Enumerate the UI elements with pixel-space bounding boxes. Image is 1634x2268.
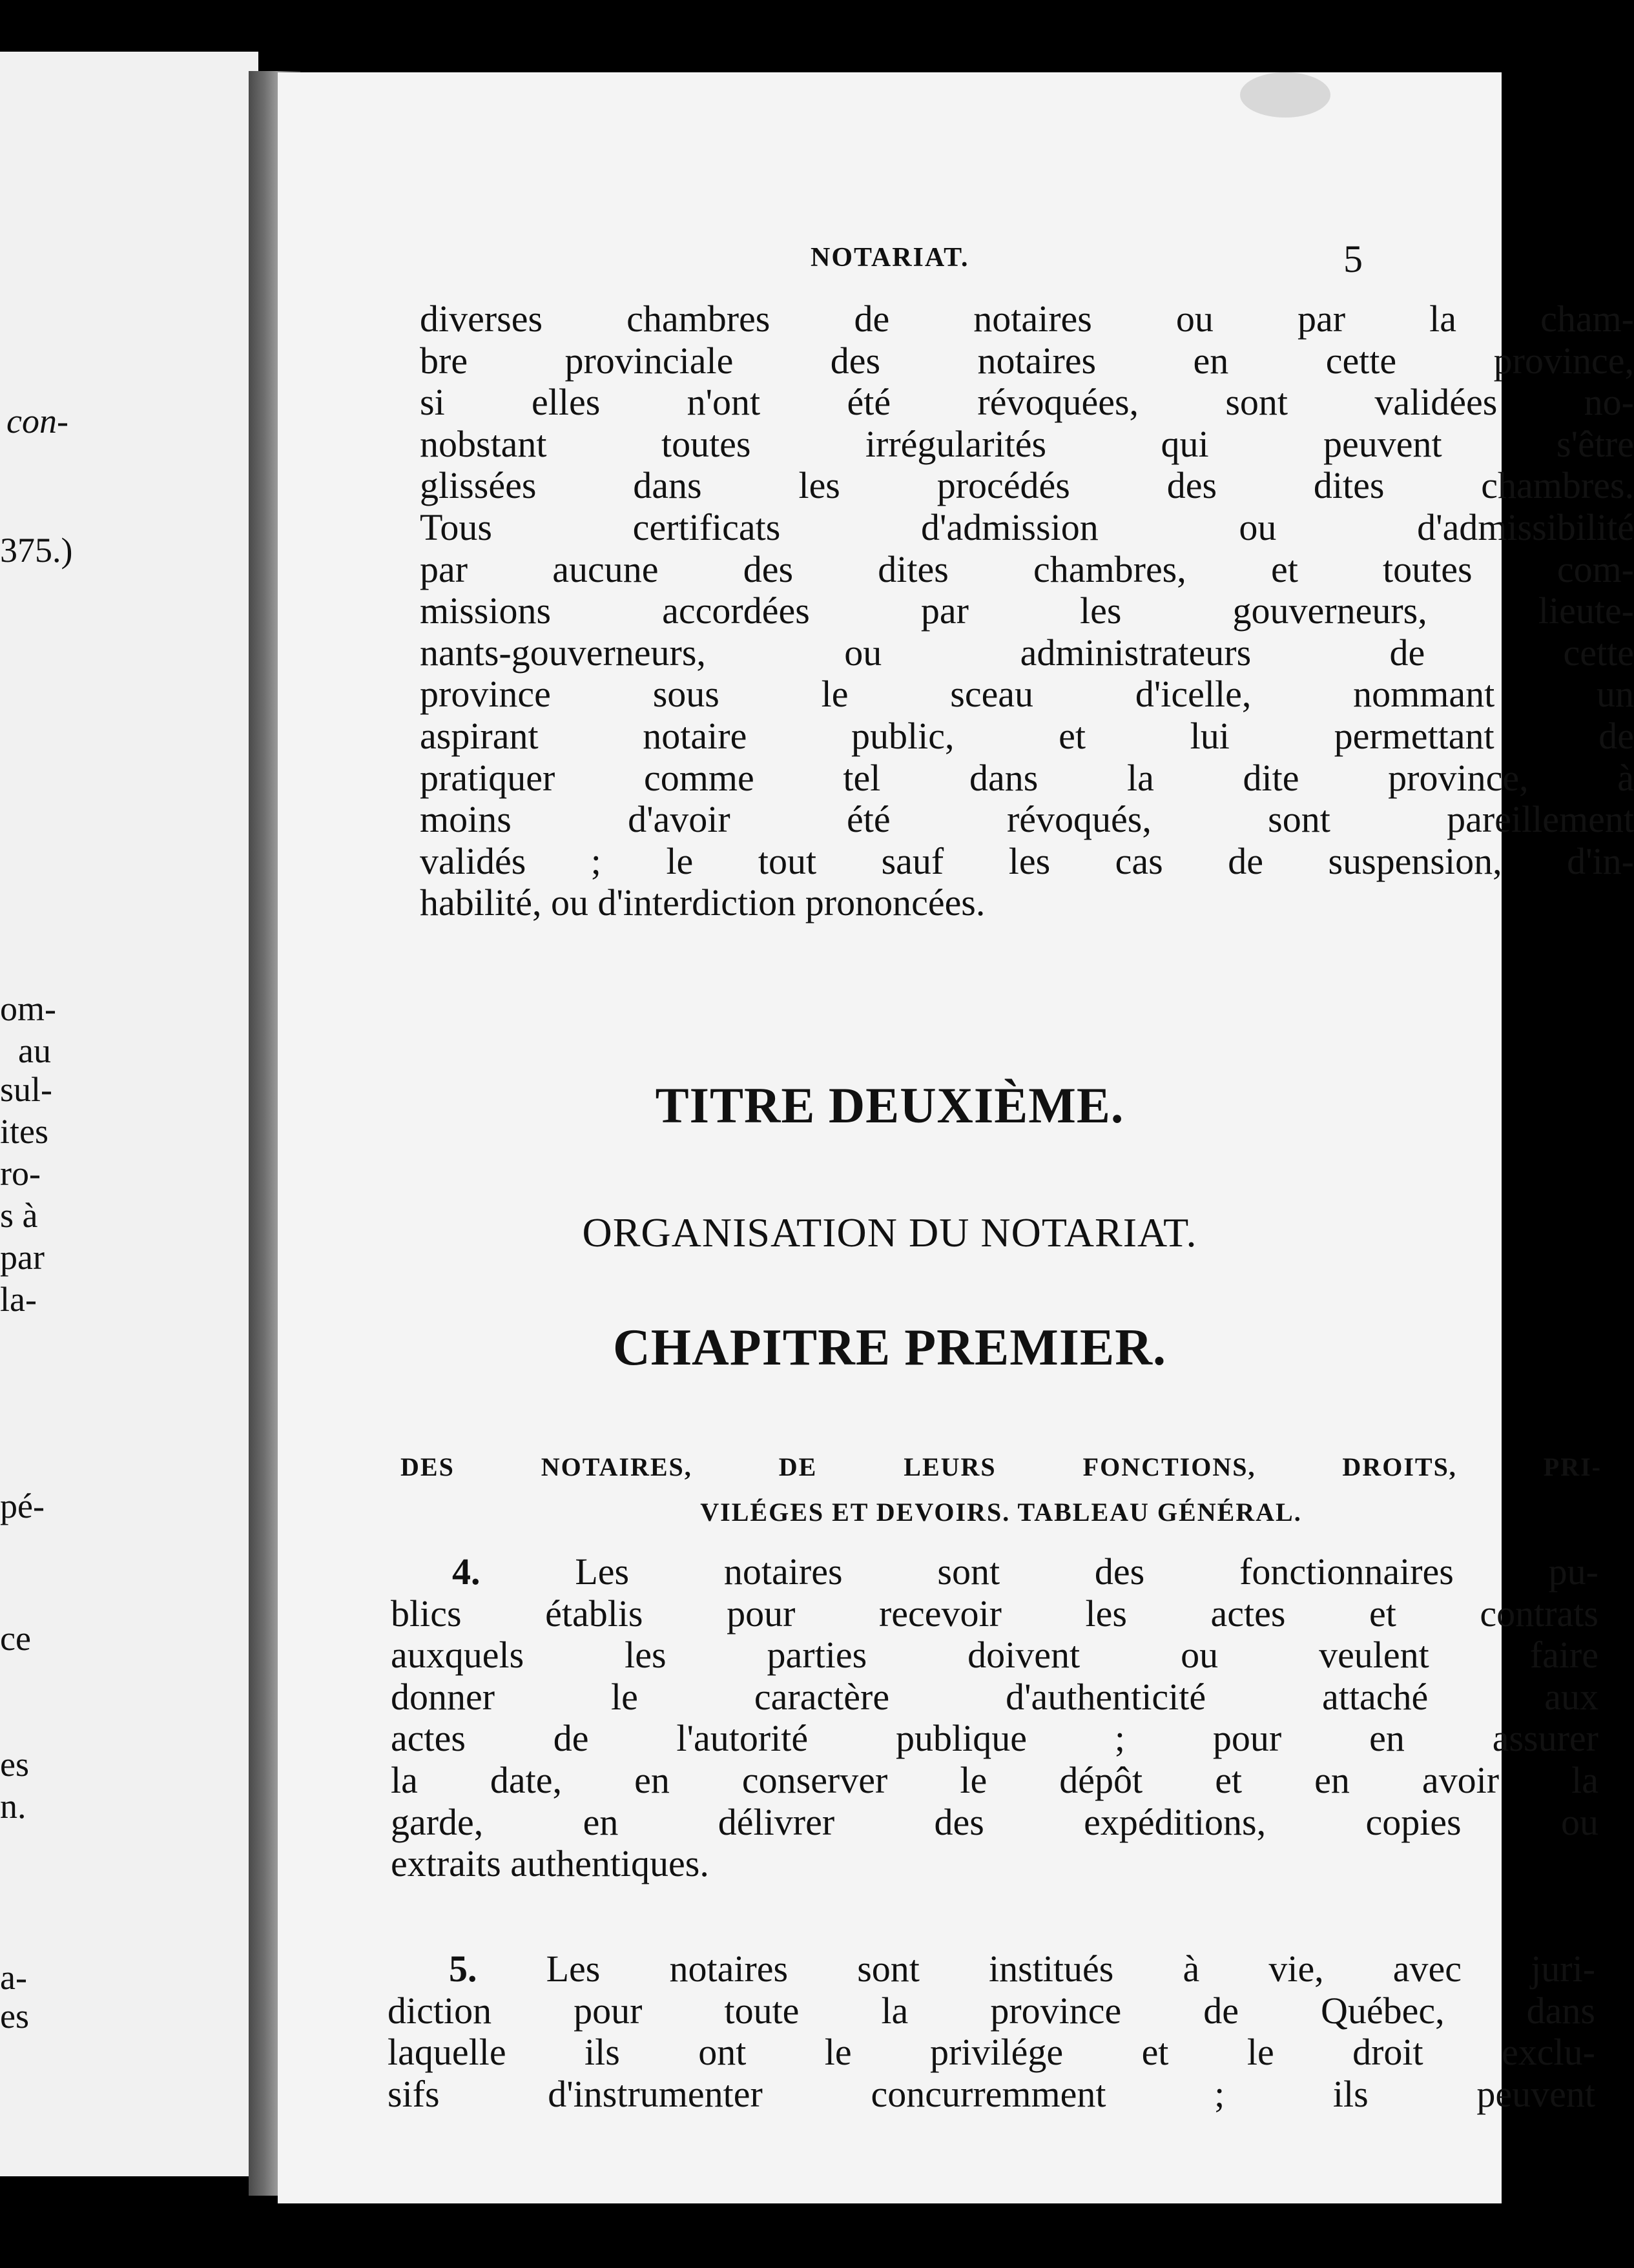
page-number: 5 (1343, 238, 1363, 280)
text-line: laquelle ils ont le privilége et le droit exclu- (388, 2031, 1595, 2074)
left-page-fragment: ro- (0, 1154, 41, 1193)
chapter-subtitle (400, 1445, 1602, 1535)
left-page (0, 52, 258, 2176)
left-page-fragment: par (0, 1238, 45, 1277)
text-line: pratiquer comme tel dans la dite province, à (420, 756, 1634, 799)
text-line: province sous le sceau d'icelle, nommant un (420, 673, 1634, 716)
left-page-fragment: con- (6, 402, 68, 440)
text-line: bre provinciale des notaires en cette province, (420, 339, 1634, 382)
article-text: Les notaires sont des fonctionnaires pu- (575, 1551, 1598, 1593)
text-line: sifs d'instrumenter concurremment ; ils peuvent (388, 2072, 1595, 2115)
left-page-fragment: ce (0, 1619, 31, 1658)
continued-paragraph (420, 298, 1634, 924)
article-text: Les notaires sont institués à vie, avec juri- (546, 1948, 1596, 1990)
text-line: nobstant toutes irrégularités qui peuvent s'être (420, 422, 1634, 465)
text-line: Tous certificats d'admission ou d'admissibilité (420, 506, 1634, 548)
text-line: blics établis pour recevoir les actes et contrats (391, 1592, 1598, 1634)
section-heading: ORGANISATION DU NOTARIAT. (582, 1210, 1197, 1255)
left-page-fragment: pé- (0, 1487, 45, 1525)
left-page-fragment: n. (0, 1787, 26, 1826)
subtitle-line: VILÉGES ET DEVOIRS. TABLEAU GÉNÉRAL. (700, 1498, 1302, 1527)
text-line: extraits authentiques. (391, 1842, 709, 1885)
text-line: si elles n'ont été révoquées, sont validées no- (420, 381, 1634, 424)
text-line: glissées dans les procédés des dites chambres. (420, 464, 1634, 507)
article-body (391, 1593, 1598, 1885)
text-line: la date, en conserver le dépôt et en avoir la (391, 1758, 1598, 1801)
chapter-heading: CHAPITRE PREMIER. (612, 1319, 1167, 1376)
text-line: aspirant notaire public, et lui permettant de (420, 714, 1634, 757)
text-line: moins d'avoir été révoqués, sont pareillement (420, 798, 1634, 841)
left-page-fragment: s à (0, 1196, 38, 1235)
title-heading: TITRE DEUXIÈME. (655, 1077, 1124, 1133)
article-number: 5. (449, 1948, 477, 1990)
left-page-fragment: a- (0, 1958, 27, 1997)
left-page-fragment: la- (0, 1280, 37, 1319)
article-4 (391, 1551, 1598, 1885)
left-page-fragment: 375.) (0, 531, 73, 570)
left-page-fragment: om- (0, 989, 56, 1028)
running-head: NOTARIAT. (811, 243, 969, 273)
article-first-line (388, 1948, 1595, 1990)
text-line: nants-gouverneurs, ou administrateurs de cette (420, 631, 1634, 674)
article-5 (388, 1948, 1595, 2115)
article-first-line (391, 1551, 1598, 1593)
text-line: donner le caractère d'authenticité attaché aux (391, 1675, 1598, 1718)
left-page-fragment: es (0, 1997, 29, 2036)
left-page-fragment: sul- (0, 1070, 52, 1109)
text-line: validés ; le tout sauf les cas de suspension, d'in- (420, 840, 1634, 882)
left-page-fragment: ites (0, 1112, 48, 1151)
subtitle-line: DES NOTAIRES, DE LEURS FONCTIONS, DROITS, PRI- (400, 1452, 1602, 1481)
article-body (388, 1990, 1595, 2116)
left-page-fragment: au (18, 1031, 51, 1070)
article-number: 4. (452, 1551, 481, 1593)
text-line: diction pour toute la province de Québec, dans (388, 1989, 1595, 2032)
text-line: diverses chambres de notaires ou par la cham- (420, 298, 1634, 340)
text-line: par aucune des dites chambres, et toutes com- (420, 548, 1634, 590)
text-line: habilité, ou d'interdiction prononcées. (420, 881, 986, 924)
text-line: actes de l'autorité publique ; pour en assurer (391, 1717, 1598, 1760)
text-line: missions accordées par les gouverneurs, lieute- (420, 590, 1634, 632)
text-line: garde, en délivrer des expéditions, copies ou (391, 1800, 1598, 1843)
right-page (278, 72, 1634, 2203)
text-line: auxquels les parties doivent ou veulent faire (391, 1634, 1598, 1676)
paper-smudge (1240, 72, 1330, 118)
left-page-fragment: es (0, 1745, 29, 1784)
